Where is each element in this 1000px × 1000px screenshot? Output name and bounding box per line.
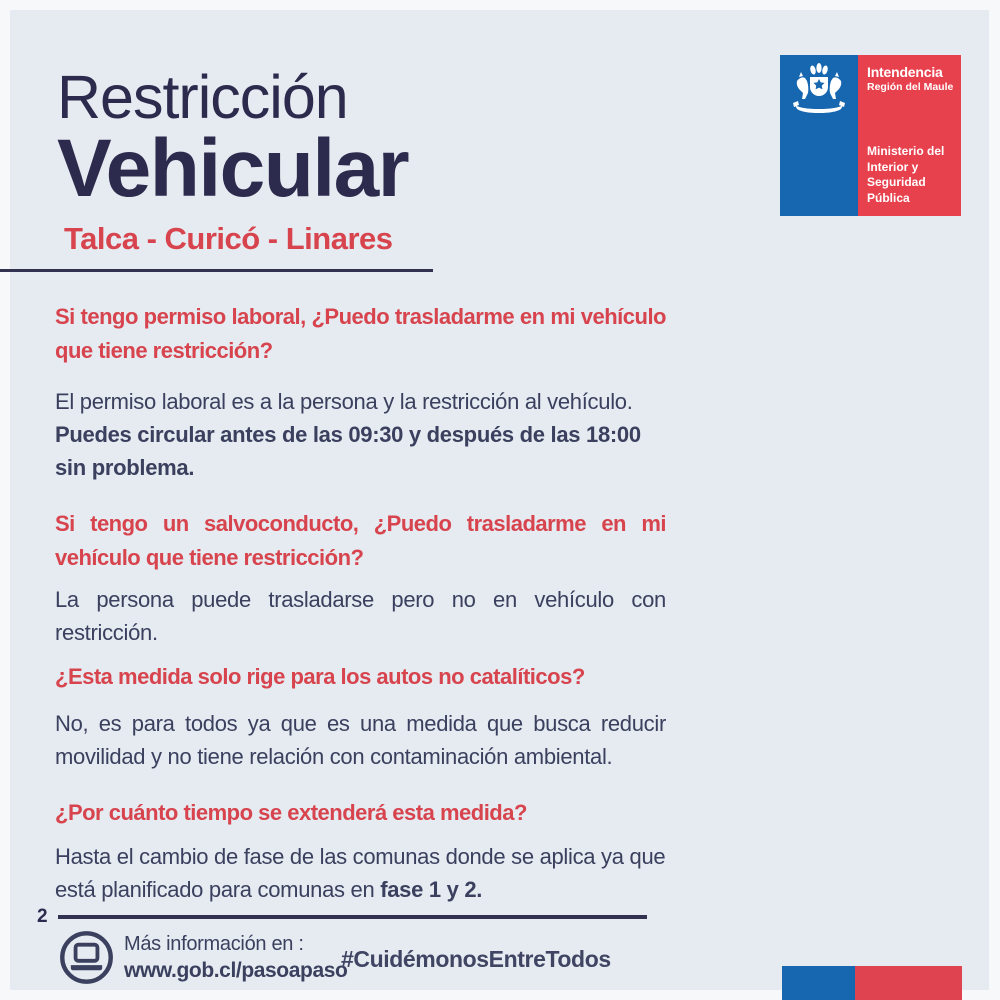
logo-red-panel (858, 55, 961, 216)
info-url: www.gob.cl/pasoapaso (124, 959, 348, 982)
answer-text (55, 840, 666, 906)
more-info-block (124, 933, 347, 983)
logo-blue-panel (780, 55, 858, 216)
answer-bold: fase 1 y 2. (380, 877, 483, 902)
page-title-line1: Restricción (57, 63, 348, 131)
answer-text (55, 707, 666, 773)
qa-column (55, 300, 666, 906)
qa-section-duracion (55, 796, 666, 906)
logo-region-name: Región del Maule (867, 81, 954, 93)
logo-ministry-name (867, 144, 961, 207)
answer-text (55, 385, 666, 484)
flag-red-segment (855, 966, 962, 1000)
government-logo (780, 55, 961, 216)
laptop-icon (58, 929, 115, 986)
campaign-hashtag: #CuidémonosEntreTodos (341, 946, 611, 972)
header-divider (0, 269, 433, 272)
footer-divider (58, 915, 647, 919)
ministry-line: Interior y (867, 159, 919, 174)
page-title-line2: Vehicular (57, 123, 409, 214)
subtitle-cities: Talca - Curicó - Linares (64, 221, 393, 256)
answer-text (55, 583, 666, 649)
question-text: Si tengo un salvoconducto, ¿Puedo trasladarme en mi vehículo que tiene restricción? (55, 511, 666, 570)
qa-section-cataliticos (55, 660, 666, 773)
logo-org-name: Intendencia (867, 64, 943, 80)
ministry-line: Seguridad Pública (867, 175, 926, 206)
answer-regular: Hasta el cambio de fase de las comunas donde se aplica ya que está planificado para comunas en (55, 844, 666, 902)
question-text: ¿Esta medida solo rige para los autos no catalíticos? (55, 664, 585, 689)
more-info-label: Más información en : (124, 933, 304, 955)
answer-regular: El permiso laboral es a la persona y la restricción al vehículo. (55, 389, 633, 414)
ministry-line: Ministerio del (867, 143, 945, 158)
page-number: 2 (37, 906, 48, 927)
qa-section-permiso-laboral (55, 300, 666, 484)
question-text: Si tengo permiso laboral, ¿Puedo trasladarme en mi vehículo que tiene restricción? (55, 304, 666, 363)
answer-bold: Puedes circular antes de las 09:30 y después de las 18:00 sin problema. (55, 422, 641, 480)
flag-mark (782, 966, 962, 1000)
coat-of-arms-icon (791, 63, 847, 121)
qa-section-salvoconducto (55, 507, 666, 649)
answer-regular: No, es para todos ya que es una medida que busca reducir movilidad y no tiene relación con contaminación ambiental. (55, 711, 666, 769)
question-text: ¿Por cuánto tiempo se extenderá esta medida? (55, 800, 527, 825)
flag-blue-segment (782, 966, 855, 1000)
answer-regular: La persona puede trasladarse pero no en vehículo con restricción. (55, 587, 666, 645)
